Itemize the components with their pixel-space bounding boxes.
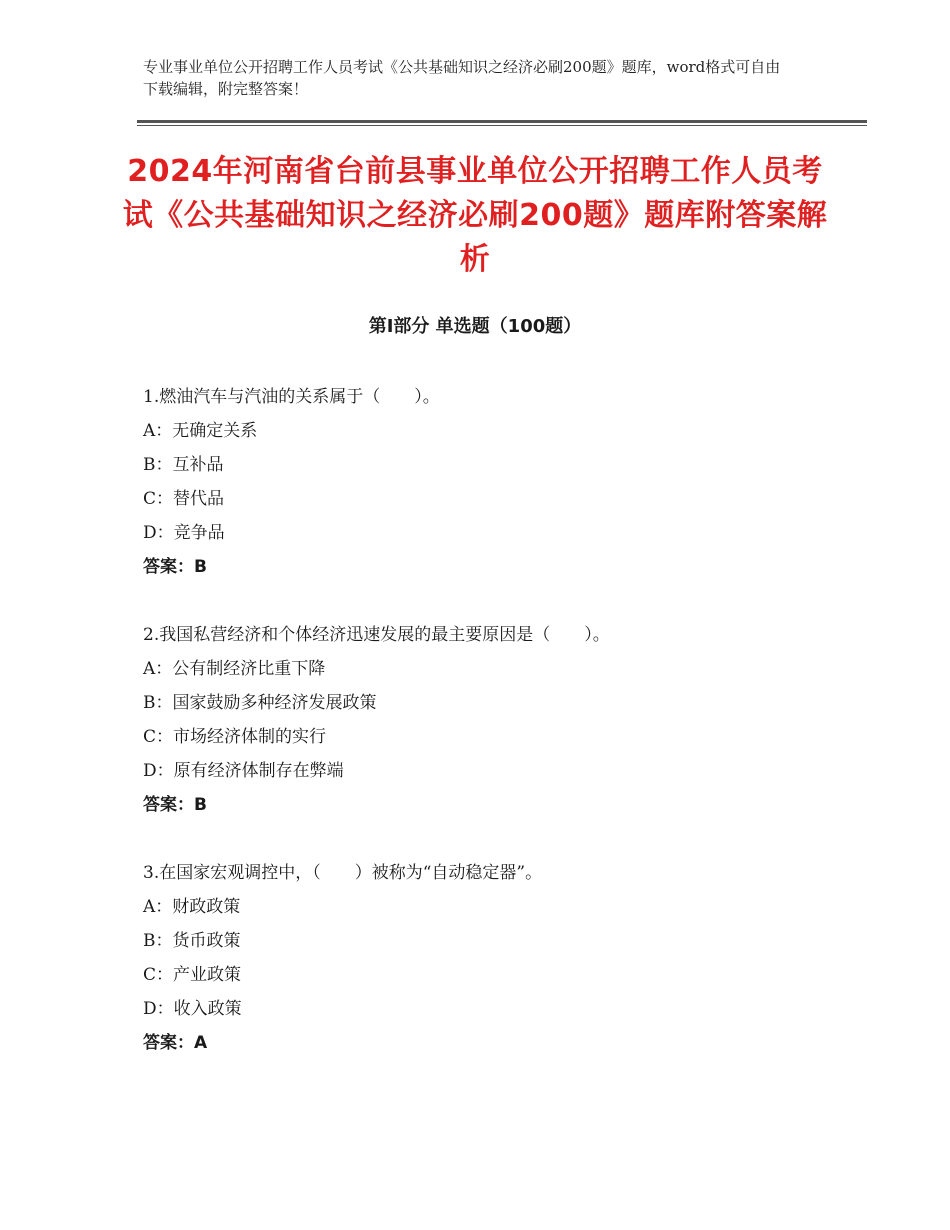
answer-value: A <box>194 1033 208 1053</box>
question-stem: 3.在国家宏观调控中，（ ）被称为“自动稳定器”。 <box>143 863 543 883</box>
answer-label: 答案： <box>143 795 194 815</box>
document-title: 2024年河南省台前县事业单位公开招聘工作人员考试《公共基础知识之经济必刷200题》题库附答案解析 <box>122 154 828 277</box>
option-d: D：收入政策 <box>143 999 242 1019</box>
option-d: D：竞争品 <box>143 523 225 543</box>
option-d: D：原有经济体制存在弊端 <box>143 761 344 781</box>
option-c: C：产业政策 <box>143 965 242 985</box>
option-b: B：国家鼓励多种经济发展政策 <box>143 693 377 713</box>
option-b: B：货币政策 <box>143 931 241 951</box>
answer-line <box>143 1026 843 1060</box>
answer-label: 答案： <box>143 1033 194 1053</box>
section-heading: 第Ⅰ部分 单选题（100题） <box>368 316 582 337</box>
question-list <box>143 380 843 1094</box>
answer-label: 答案： <box>143 557 194 577</box>
question-1 <box>143 380 843 584</box>
header-divider <box>137 120 867 126</box>
answer-line <box>143 550 843 584</box>
option-a: A：财政政策 <box>143 897 241 917</box>
option-b: B：互补品 <box>143 455 224 475</box>
answer-value: B <box>194 557 207 577</box>
option-a: A：无确定关系 <box>143 421 258 441</box>
question-2 <box>143 618 843 822</box>
option-c: C：市场经济体制的实行 <box>143 727 327 747</box>
question-3 <box>143 856 843 1060</box>
answer-line <box>143 788 843 822</box>
header-note: 专业事业单位公开招聘工作人员考试《公共基础知识之经济必刷200题》题库，word格式可自由下载编辑，附完整答案！ <box>143 58 781 98</box>
option-c: C：替代品 <box>143 489 225 509</box>
answer-value: B <box>194 795 207 815</box>
question-stem: 1.燃油汽车与汽油的关系属于（ ）。 <box>143 387 440 407</box>
option-a: A：公有制经济比重下降 <box>143 659 326 679</box>
question-stem: 2.我国私营经济和个体经济迅速发展的最主要原因是（ ）。 <box>143 625 610 645</box>
